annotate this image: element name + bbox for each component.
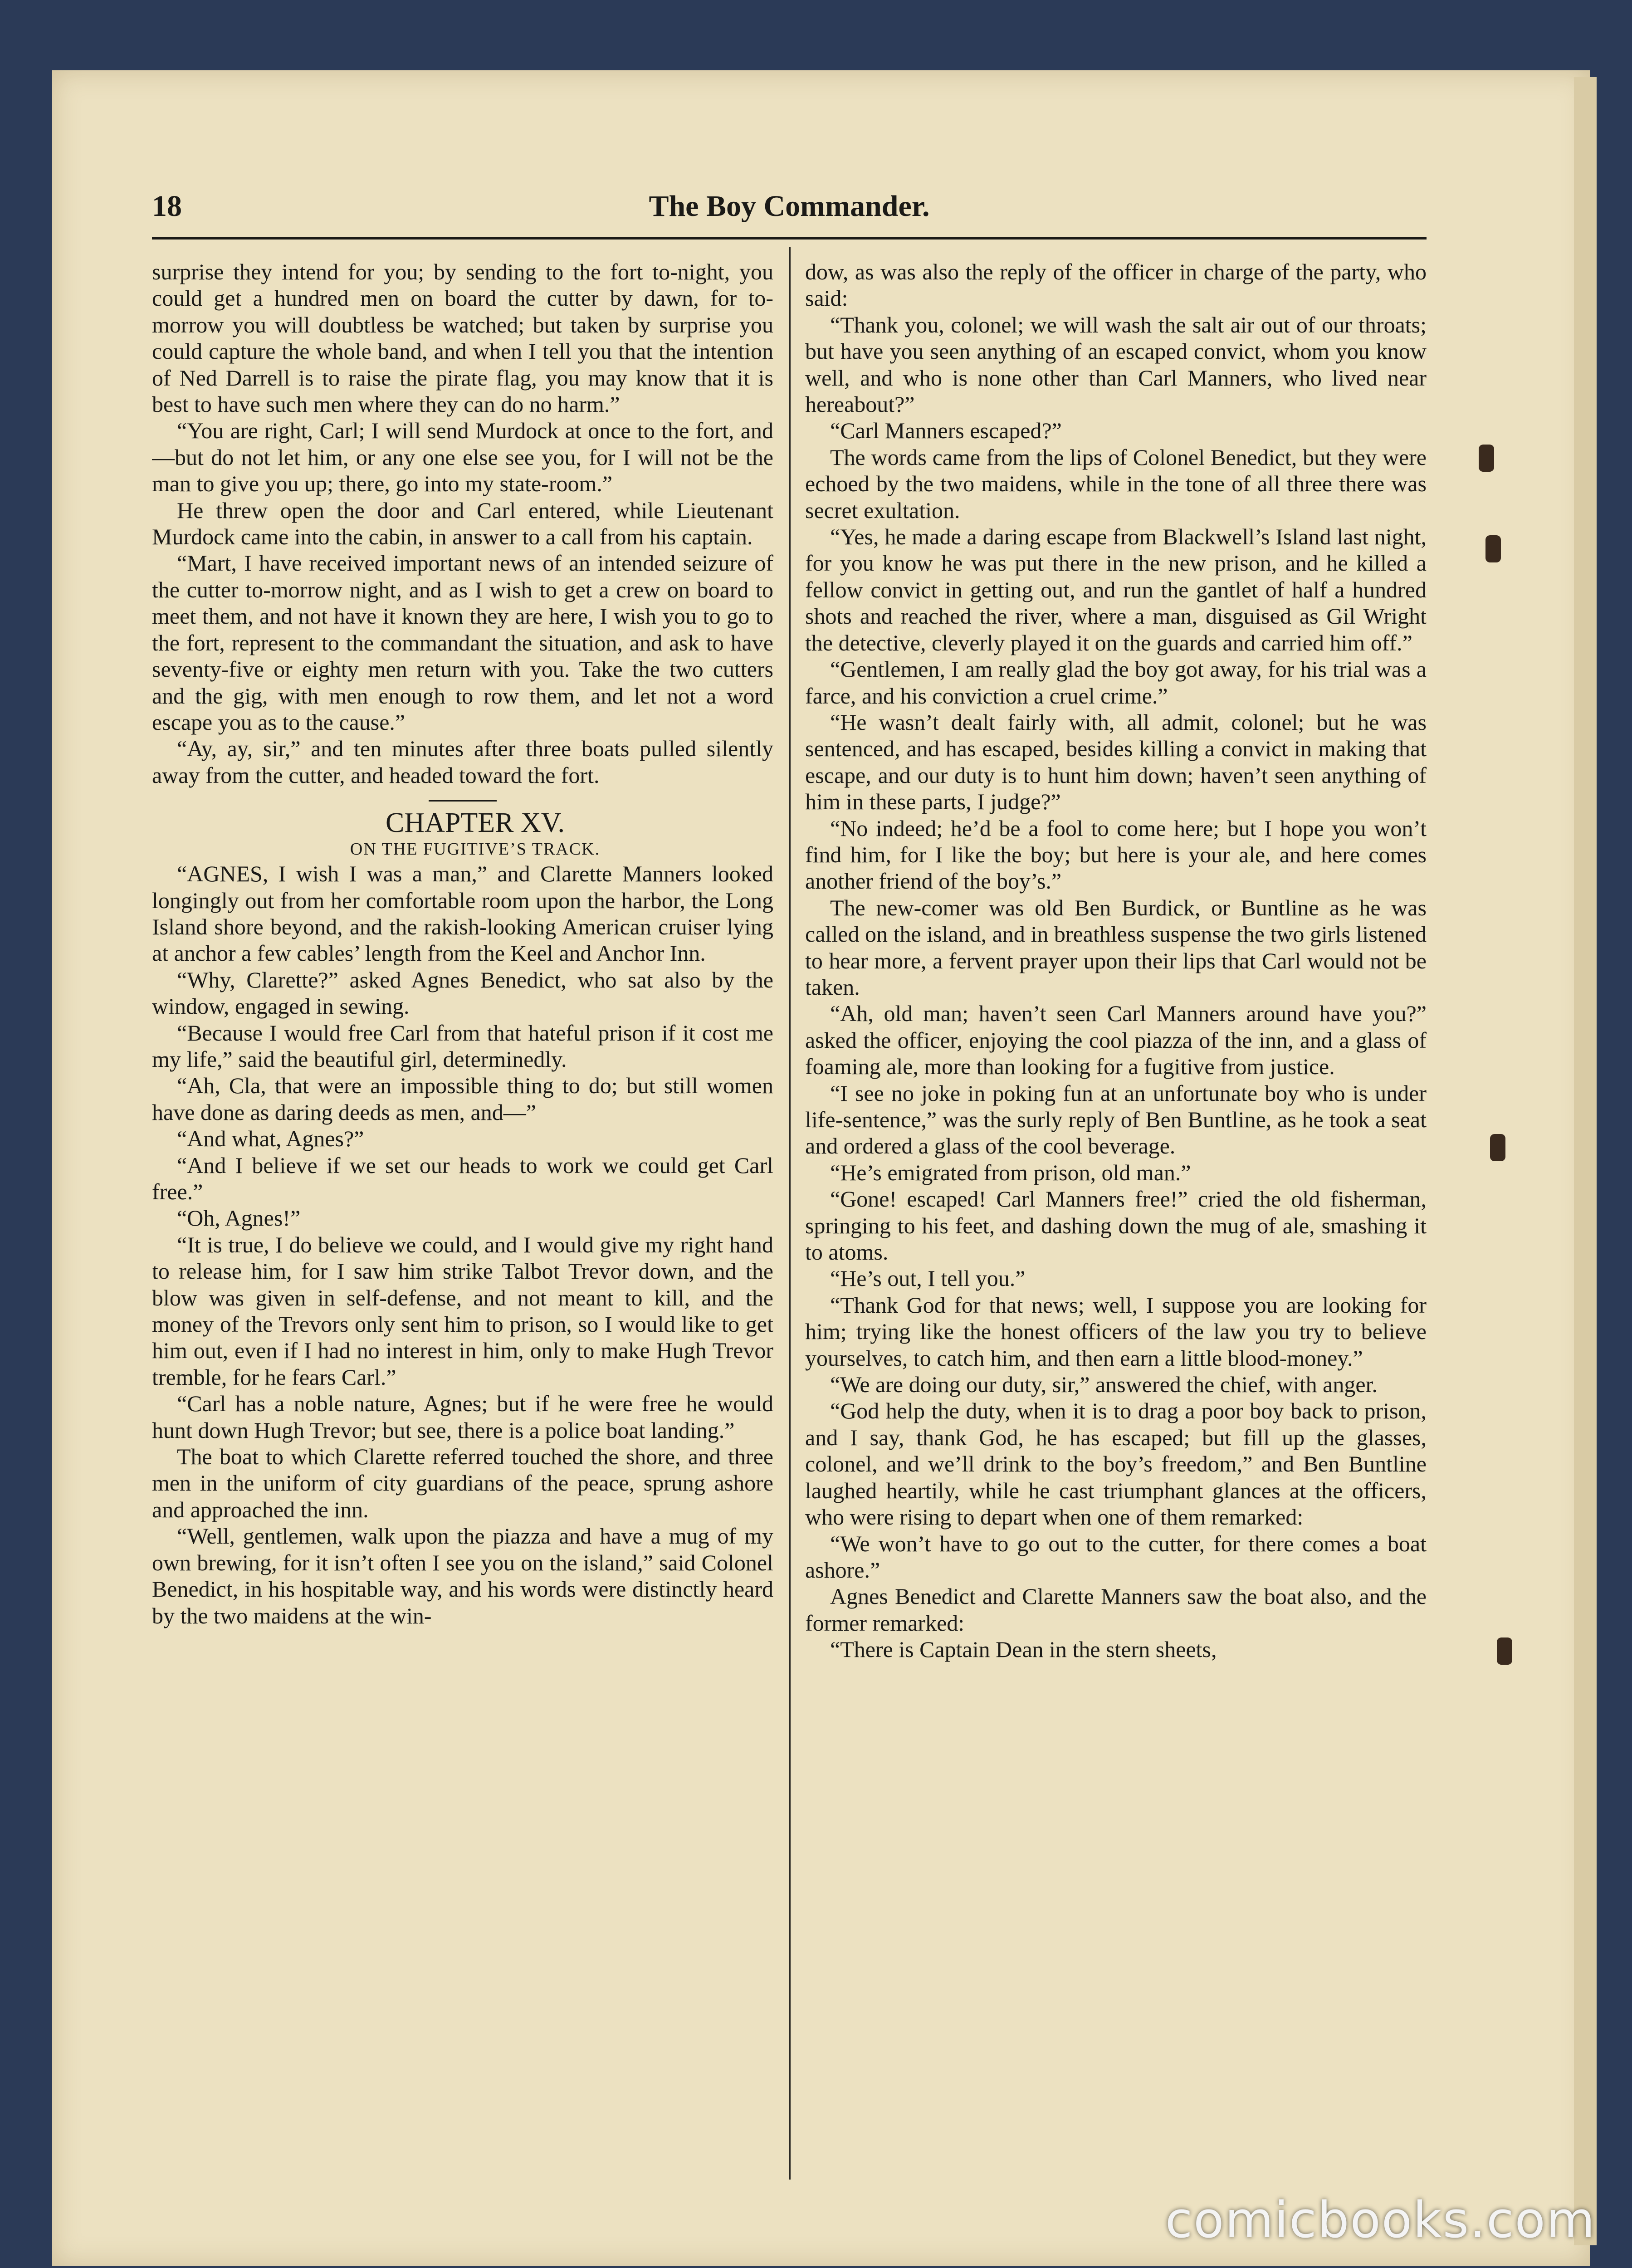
paragraph: The boat to which Clarette referred touched the shore, and three men in the uniform of city guardians of the peace, sprung ashore and approached the inn. (152, 1444, 773, 1522)
paragraph: “And what, Agnes?” (177, 1126, 364, 1152)
paragraph: “No indeed; he’d be a fool to come here; but I hope you won’t find him, for I like the boy; but here is your ale, and here comes another friend of the boy’s.” (805, 815, 1427, 894)
paragraph: “There is Captain Dean in the stern sheets, (830, 1637, 1217, 1662)
left-column (152, 259, 773, 2189)
paragraph: “He’s emigrated from prison, old man.” (830, 1159, 1191, 1185)
paragraph: He threw open the door and Carl entered, while Lieutenant Murdock came into the cabin, in answer to a call from his captain. (152, 497, 773, 550)
paragraph: “Because I would free Carl from that hateful prison if it cost me my life,” said the beautiful girl, determinedly. (152, 1020, 773, 1072)
next-page-edge (1574, 77, 1597, 2245)
paragraph: “He’s out, I tell you.” (830, 1266, 1026, 1291)
running-title: The Boy Commander. (649, 190, 930, 223)
binding-hole (1479, 445, 1494, 472)
paragraph: “Yes, he made a daring escape from Blackwell’s Island last night, for you know he was put there in the new prison, and he killed a fellow convict in getting out, and run the gantlet of half a hundred shots and reached the river, where a man, disguised as Gil Wright the detective, cleverly played it on the guards and carried him off.” (805, 524, 1427, 655)
chapter-heading: CHAPTER XV. (385, 807, 565, 839)
paragraph: “Well, gentlemen, walk upon the piazza and have a mug of my own brewing, for it isn’t often I see you on the island,” said Colonel Benedict, in his hospitable way, and his words were distinctly heard by the two maidens at the win- (152, 1523, 773, 1628)
paragraph: “Gone! escaped! Carl Manners free!” cried the old fisherman, springing to his feet, and dashing down the mug of ale, smashing it to atoms. (805, 1186, 1427, 1265)
paragraph: “We are doing our duty, sir,” answered the chief, with anger. (830, 1372, 1378, 1398)
binding-hole (1490, 1134, 1505, 1161)
right-column (805, 259, 1427, 2189)
paragraph: “AGNES, I wish I was a man,” and Clarette Manners looked longingly out from her comfortable room upon the harbor, the Long Island shore beyond, and the rakish-looking American cruiser lying at anchor a few cables’ length from the Keel and Anchor Inn. (152, 861, 773, 966)
paragraph: Agnes Benedict and Clarette Manners saw the boat also, and the former remarked: (805, 1584, 1427, 1636)
page-number: 18 (152, 190, 182, 223)
paragraph: “We won’t have to go out to the cutter, for there comes a boat ashore.” (805, 1530, 1427, 1583)
paragraph: “Ah, old man; haven’t seen Carl Manners around have you?” asked the officer, enjoying the cool piazza of the inn, and a glass of foaming ale, more than looking for a fugitive from justice. (805, 1001, 1427, 1080)
paragraph: “You are right, Carl; I will send Murdock at once to the fort, and—but do not let him, or any one else see you, for I will not be the man to give you up; there, go into my state-room.” (152, 418, 773, 497)
paragraph: “Carl has a noble nature, Agnes; but if he were free he would hunt down Hugh Trevor; but see, there is a police boat landing.” (152, 1391, 773, 1443)
chapter-rule (429, 800, 497, 802)
paragraph: “God help the duty, when it is to drag a poor boy back to prison, and I say, thank God, he has escaped; but fill up the glasses, colonel, and we’ll drink to the boy’s freedom,” and Ben Buntline laughed heartily, while he cast triumphant glances at the officers, who were rising to depart when one of them remarked: (805, 1398, 1427, 1530)
book-page (152, 179, 1427, 2189)
paragraph: surprise they intend for you; by sending to the fort to-night, you could get a hundred men on board the cutter by dawn, for to-morrow you will doubtless be watched; but taken by surprise you could capture the whole band, and when I tell you that the intention of Ned Darrell is to raise the pirate flag, you may know that it is best to have such men where they can do no harm.” (152, 259, 773, 417)
column-divider (789, 247, 791, 2180)
paragraph: “Carl Manners escaped?” (830, 418, 1062, 444)
paragraph: “Thank you, colonel; we will wash the salt air out of our throats; but have you seen anything of an escaped convict, whom you know well, and who is none other than Carl Manners, who lived near hereabout?” (805, 312, 1427, 417)
paragraph: “I see no joke in poking fun at an unfortunate boy who is under life-sentence,” was the surly reply of Ben Buntline, as he took a seat and ordered a glass of the cool beverage. (805, 1080, 1427, 1159)
paragraph: The new-comer was old Ben Burdick, or Buntline as he was called on the island, and in breathless suspense the two girls listened to hear more, a fervent prayer upon their lips that Carl would not be taken. (805, 894, 1427, 1000)
chapter-subtitle: ON THE FUGITIVE’S TRACK. (350, 840, 601, 859)
paragraph: “Ay, ay, sir,” and ten minutes after three boats pulled silently away from the cutter, and headed toward the fort. (152, 736, 773, 788)
paragraph: “Ah, Cla, that were an impossible thing to do; but still women have done as daring deeds as men, and—” (152, 1073, 773, 1125)
header-rule (152, 237, 1427, 240)
paragraph: “Oh, Agnes!” (177, 1205, 301, 1231)
paragraph: “Thank God for that news; well, I suppose you are looking for him; trying like the honest officers of the law you try to believe yourselves, to catch him, and then earn a little blood-money.” (805, 1292, 1427, 1371)
binding-hole (1497, 1637, 1512, 1665)
page-header (152, 179, 1427, 243)
paragraph: “And I believe if we set our heads to work we could get Carl free.” (152, 1152, 773, 1204)
paragraph: dow, as was also the reply of the officer in charge of the party, who said: (805, 259, 1427, 311)
paragraph: “Mart, I have received important news of an intended seizure of the cutter to-morrow night, and as I wish to get a crew on board to meet them, and not have it known they are here, I wish you to go to the fort, represent to the commandant the situation, and ask to have seventy-five or eighty men return with you. Take the two cutters and the gig, with men enough to row them, and let not a word escape you as to the cause.” (152, 550, 773, 735)
watermark: comicbooks.com (1165, 2191, 1596, 2249)
paragraph: “Why, Clarette?” asked Agnes Benedict, who sat also by the window, engaged in sewing. (152, 967, 773, 1019)
paragraph: “Gentlemen, I am really glad the boy got away, for his trial was a farce, and his conviction a cruel crime.” (805, 656, 1427, 709)
paragraph: The words came from the lips of Colonel Benedict, but they were echoed by the two maidens, while in the tone of all three there was secret exultation. (805, 444, 1427, 523)
paragraph: “He wasn’t dealt fairly with, all admit, colonel; but he was sentenced, and has escaped, besides killing a convict in making that escape, and our duty is to hunt him down; haven’t seen anything of him in these parts, I judge?” (805, 709, 1427, 815)
paragraph: “It is true, I do believe we could, and I would give my right hand to release him, for I saw him strike Talbot Trevor down, and the blow was given in self-defense, and not meant to kill, and the money of the Trevors only sent him to prison, so I would like to get him out, even if I had no interest in him, only to make Hugh Trevor tremble, for he fears Carl.” (152, 1232, 773, 1390)
binding-hole (1485, 535, 1501, 562)
